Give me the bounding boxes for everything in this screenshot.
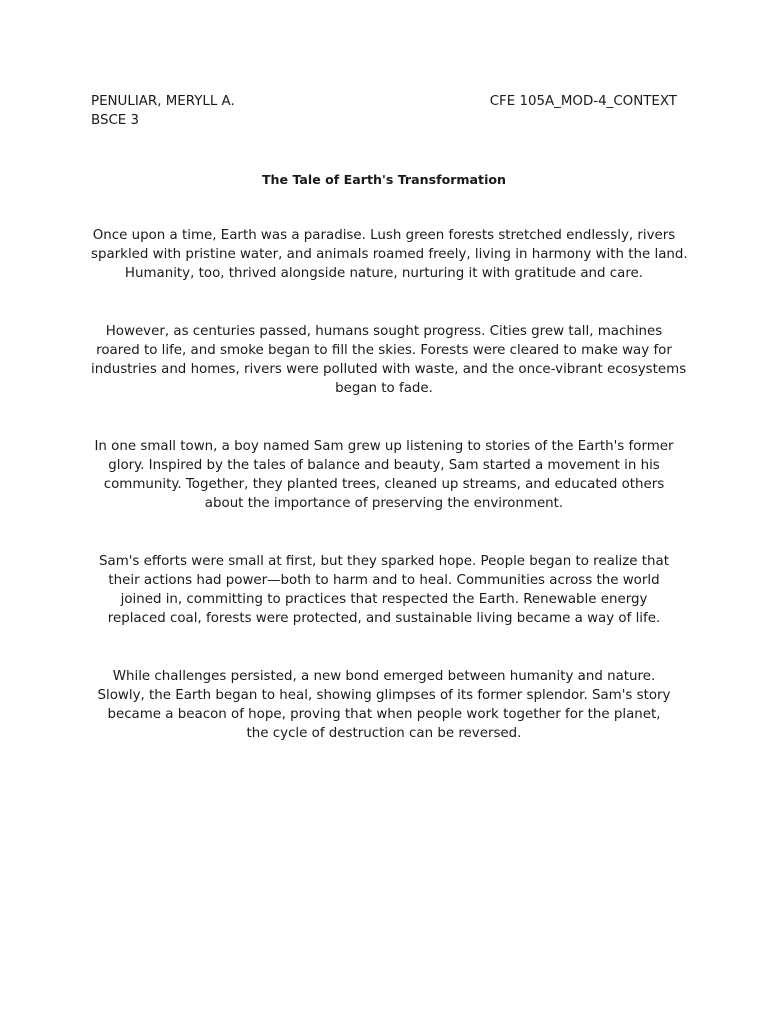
- document-title: The Tale of Earth's Transformation: [261, 172, 507, 187]
- paragraph-line: sparkled with pristine water, and animals roamed freely, living in harmony with the land.: [91, 247, 688, 262]
- paragraph-line: their actions had power—both to harm and to heal. Communities across the world: [108, 573, 660, 588]
- paragraph-line: Sam's efforts were small at first, but they sparked hope. People began to realize that: [98, 554, 669, 569]
- paragraph-line: Once upon a time, Earth was a paradise. Lush green forests stretched endlessly, rivers: [92, 228, 676, 243]
- paragraph-4: [91, 552, 677, 628]
- paragraph-2: [91, 322, 687, 398]
- paragraph-line: However, as centuries passed, humans sought progress. Cities grew tall, machines: [105, 324, 663, 339]
- paragraph-1: [91, 226, 688, 283]
- paragraph-line: community. Together, they planted trees, cleaned up streams, and educated others: [103, 477, 665, 492]
- paragraph-line: glory. Inspired by the tales of balance and beauty, Sam started a movement in his: [108, 458, 660, 473]
- paragraph-5: [91, 667, 677, 743]
- paragraph-line: roared to life, and smoke began to fill the skies. Forests were cleared to make way for: [96, 343, 672, 358]
- paragraph-line: industries and homes, rivers were polluted with waste, and the once-vibrant ecosystems: [91, 362, 687, 377]
- paragraph-line: about the importance of preserving the environment.: [204, 496, 564, 511]
- author-name: PENULIAR, MERYLL A.: [91, 94, 235, 109]
- paragraph-line: became a beacon of hope, proving that when people work together for the planet,: [107, 707, 661, 722]
- course-code: CFE 105A_MOD-4_CONTEXT: [489, 94, 677, 109]
- paragraph-line: began to fade.: [335, 381, 433, 396]
- author-block: [91, 92, 235, 130]
- paragraph-3: [91, 437, 677, 513]
- paragraph-line: Humanity, too, thrived alongside nature, nurturing it with gratitude and care.: [124, 266, 644, 281]
- paragraph-line: While challenges persisted, a new bond emerged between humanity and nature.: [112, 669, 656, 684]
- paragraph-line: joined in, committing to practices that respected the Earth. Renewable energy: [120, 592, 648, 607]
- paragraph-line: replaced coal, forests were protected, and sustainable living became a way of life.: [107, 611, 661, 626]
- paragraph-line: Slowly, the Earth began to heal, showing glimpses of its former splendor. Sam's story: [97, 688, 671, 703]
- paragraph-line: In one small town, a boy named Sam grew up listening to stories of the Earth's former: [94, 439, 674, 454]
- author-section: BSCE 3: [91, 113, 140, 128]
- paragraph-line: the cycle of destruction can be reversed.: [246, 726, 522, 741]
